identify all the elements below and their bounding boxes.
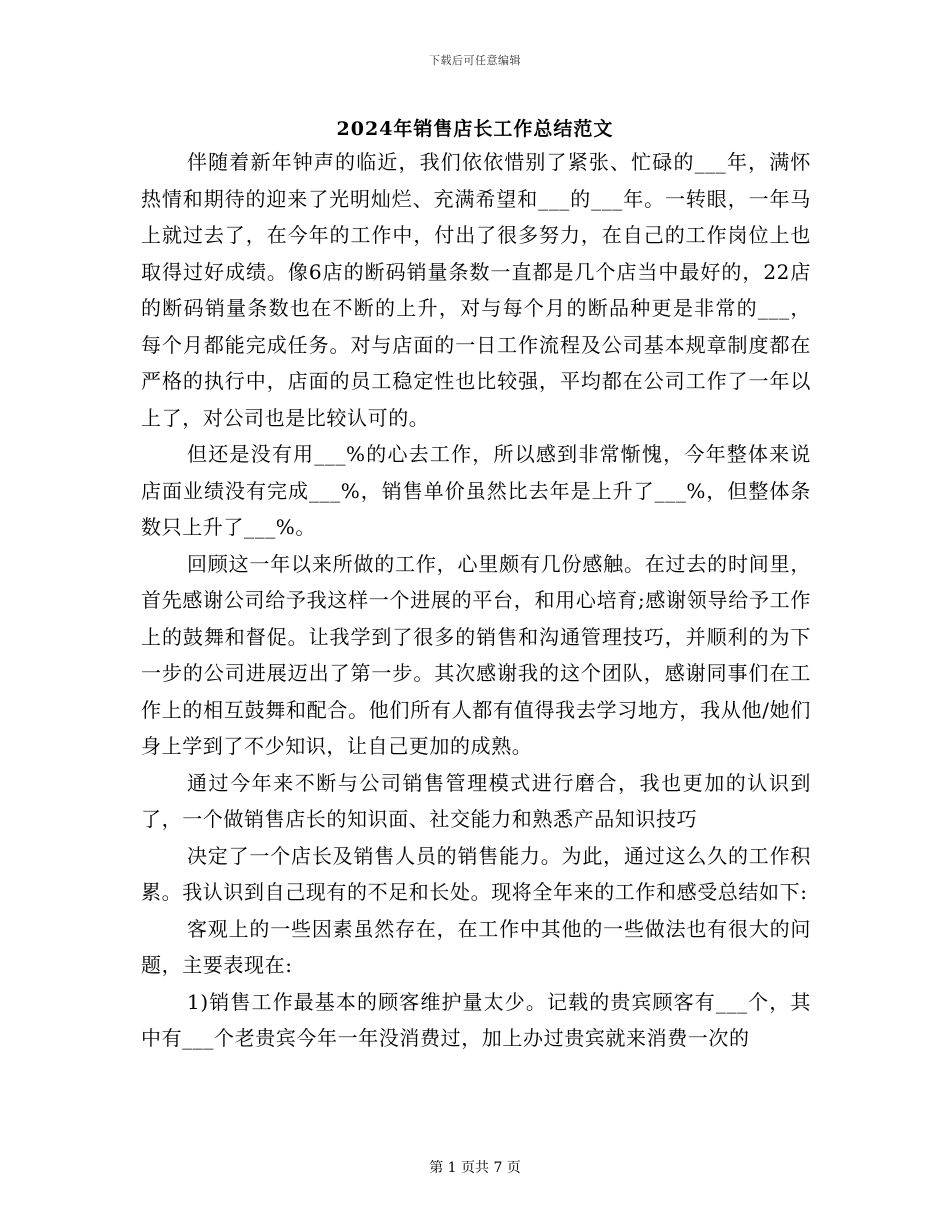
- paragraph-2: 但还是没有用___%的心去工作，所以感到非常惭愧，今年整体来说店面业绩没有完成___%，销售单价虽然比去年是上升了___%，但整体条数只上升了___%。: [141, 442, 811, 539]
- paragraph-7: 1)销售工作最基本的顾客维护量太少。记载的贵宾顾客有___个，其中有___个老贵宾今年一年没消费过，加上办过贵宾就来消费一次的: [141, 989, 811, 1050]
- paragraph-5: 决定了一个店长及销售人员的销售能力。为此，通过这么久的工作积累。我认识到自己现有的不足和长处。现将全年来的工作和感受总结如下:: [141, 843, 811, 904]
- paragraph-1: 伴随着新年钟声的临近，我们依依惜别了紧张、忙碌的___年，满怀热情和期待的迎来了光明灿烂、充满希望和___的___年。一转眼，一年马上就过去了，在今年的工作中，付出了很多努力，在自己的工作岗位上也取得过好成绩。像6店的断码销量条数一直都是几个店当中最好的，22店的断码销量条数也在不断的上升，对与每个月的断品种更是非常的___，每个月都能完成任务。对与店面的一日工作流程及公司基本规章制度都在严格的执行中，店面的员工稳定性也比较强，平均都在公司工作了一年以上了，对公司也是比较认可的。: [141, 150, 811, 430]
- document-title: 2024年销售店长工作总结范文: [336, 118, 614, 140]
- header-note: 下载后可任意编辑: [429, 54, 521, 67]
- paragraph-3: 回顾这一年以来所做的工作，心里颇有几份感触。在过去的时间里，首先感谢公司给予我这样一个进展的平台，和用心培育;感谢领导给予工作上的鼓舞和督促。让我学到了很多的销售和沟通管理技巧，并顺利的为下一步的公司进展迈出了第一步。其次感谢我的这个团队，感谢同事们在工作上的相互鼓舞和配合。他们所有人都有值得我去学习地方，我从他/她们身上学到了不少知识，让自己更加的成熟。: [141, 551, 811, 758]
- document-body: [141, 144, 811, 1057]
- paragraph-6: 客观上的一些因素虽然存在，在工作中其他的一些做法也有很大的问题，主要表现在:: [141, 916, 811, 977]
- page-number-footer: 第 1 页共 7 页: [429, 1160, 521, 1176]
- paragraph-4: 通过今年来不断与公司销售管理模式进行磨合，我也更加的认识到了，一个做销售店长的知识面、社交能力和熟悉产品知识技巧: [141, 770, 811, 831]
